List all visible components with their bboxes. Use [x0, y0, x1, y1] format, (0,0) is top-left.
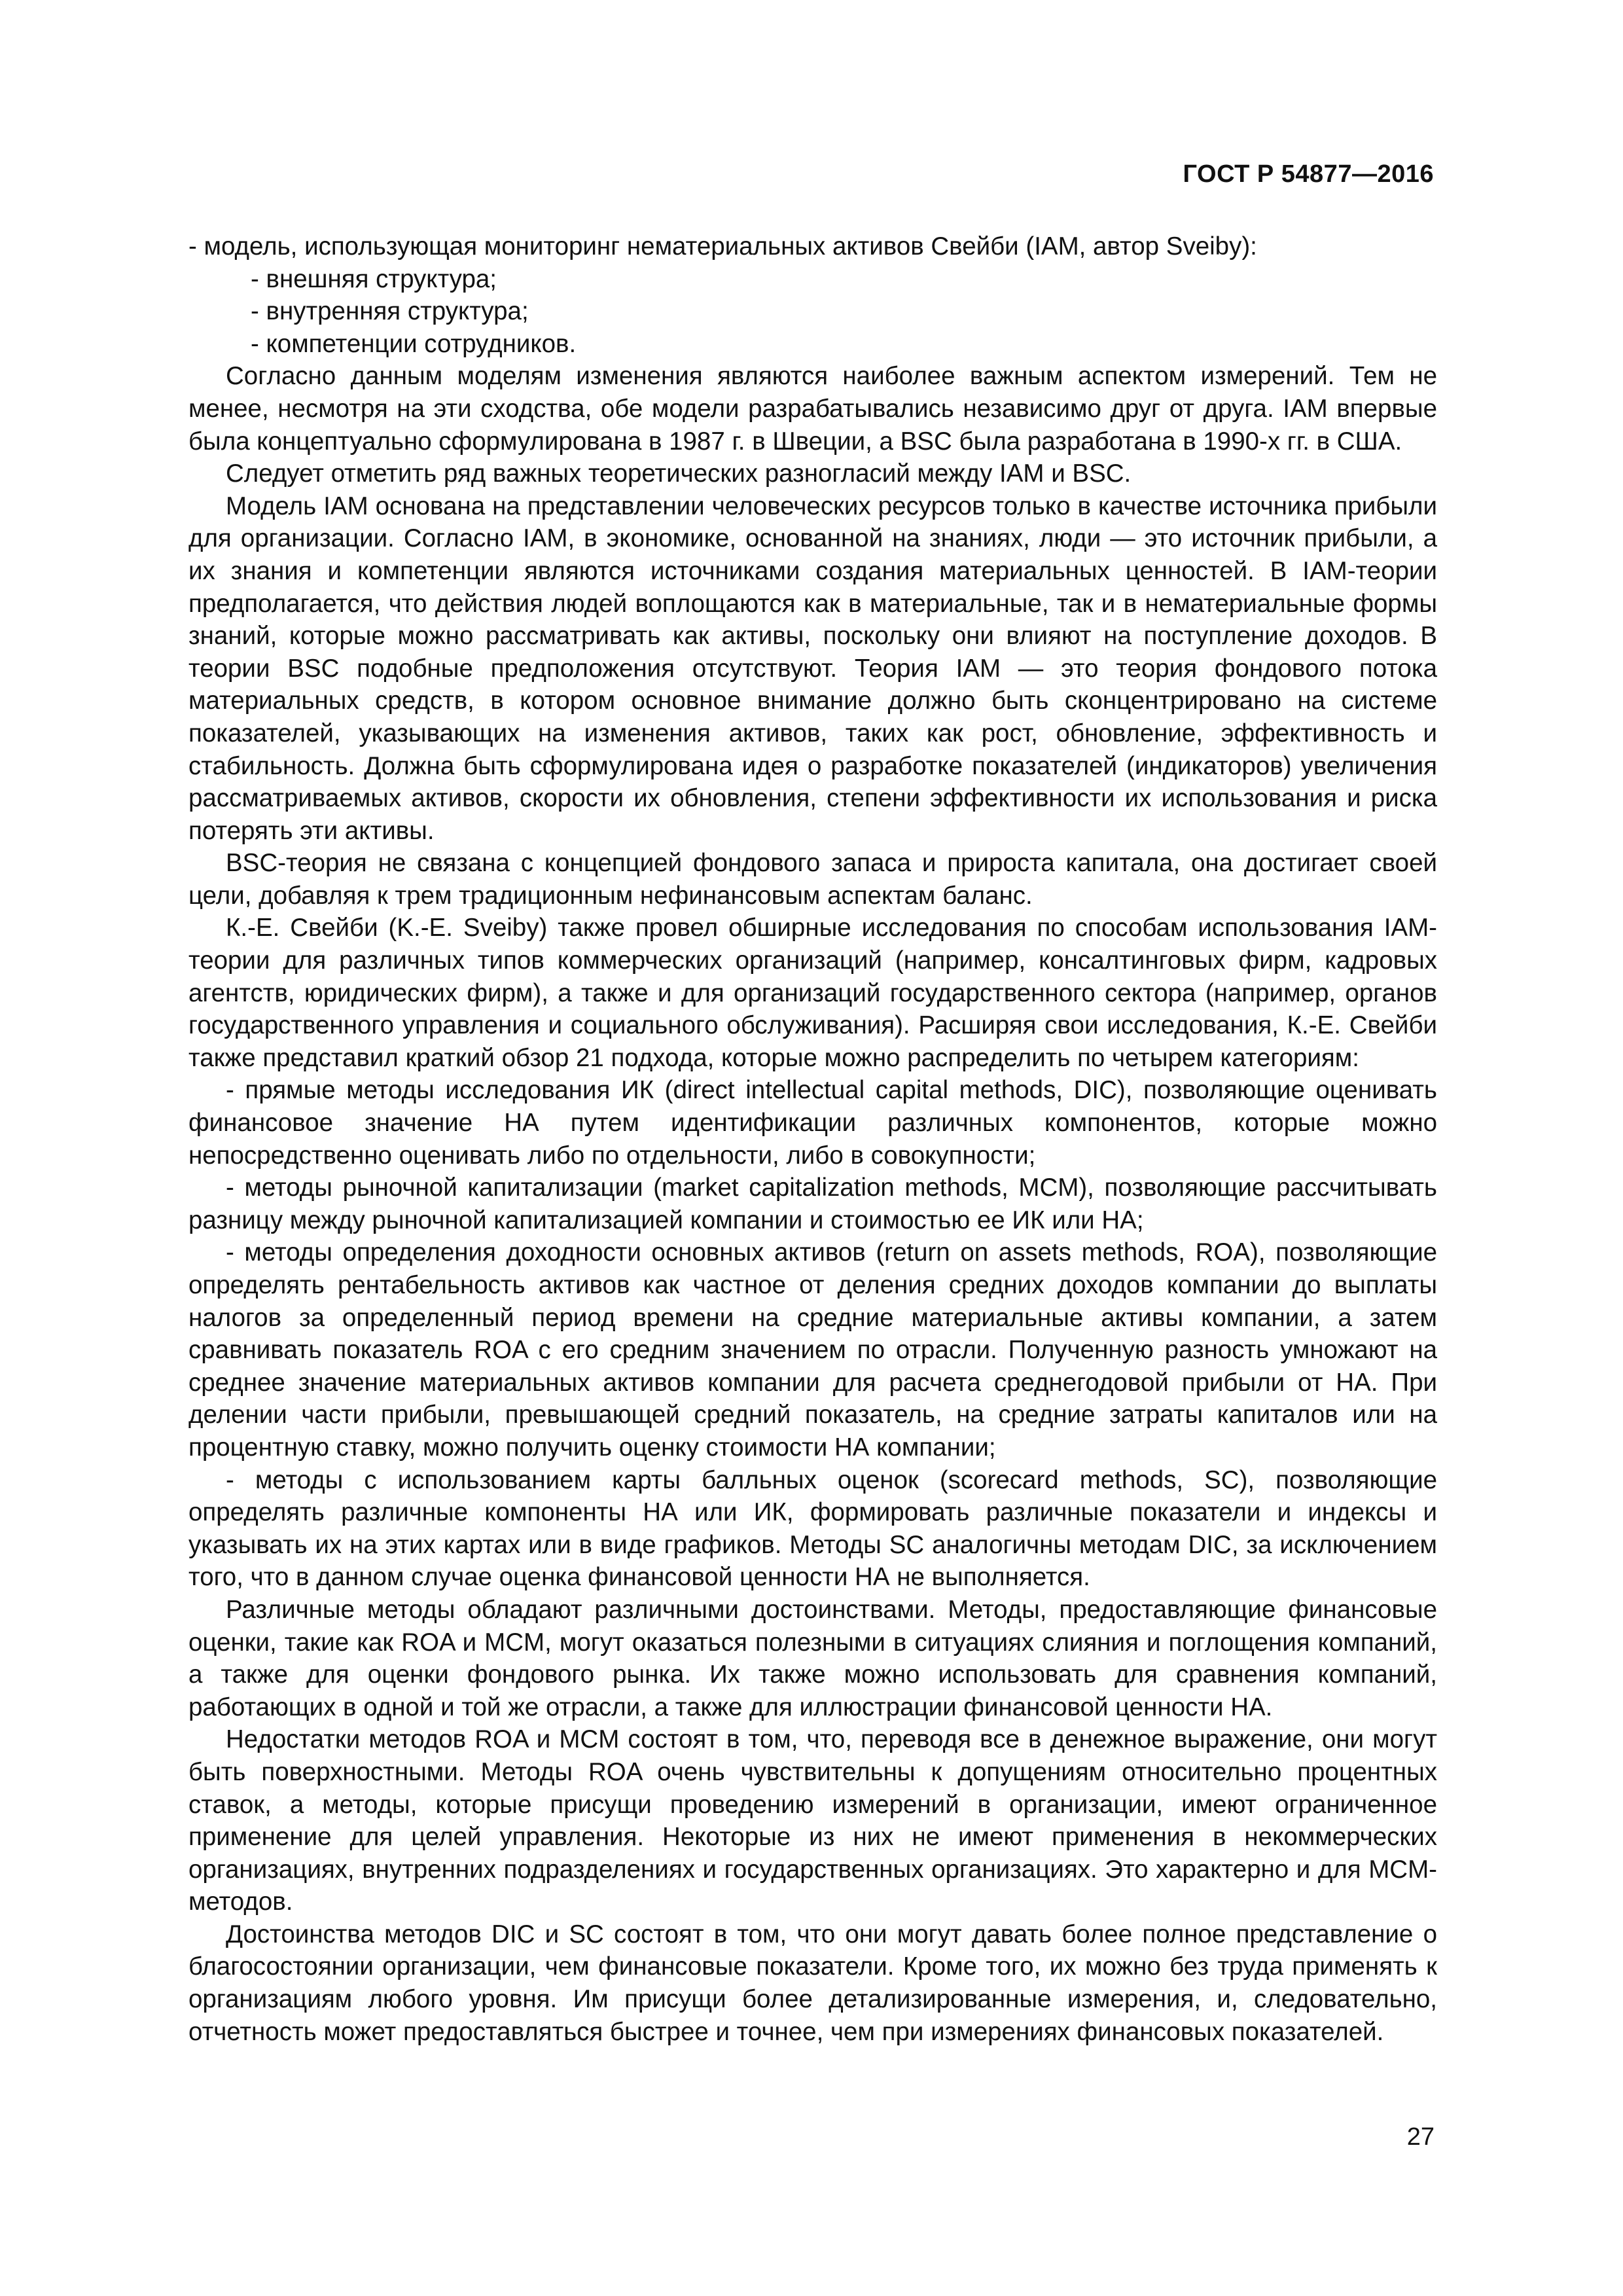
- paragraph-iam-model: Модель IAM основана на представлении человеческих ресурсов только в качестве источника прибыли для организации. Согласно IAM, в экономике, основанной на знаниях, люди — это источник прибыли, а их знания и компетенции являются источниками создания материальных ценностей. В IAM-теории предполагается, что действия людей воплощаются как в материальные, так и в нематериальные формы знаний, которые можно рассматривать как активы, поскольку они влияют на поступление доходов. В теории BSC подобные предположения отсутствуют. Теория IAM — это теория фондового потока материальных средств, в котором основное внимание должно быть сконцентрировано на системе показателей, указывающих на изменения активов, таких как рост, обновление, эффективность и стабильность. Должна быть сформулирована идея о разработке показателей (индикаторов) увеличения рассматриваемых активов, скорости их обновления, степени эффективности их использования и риска потерять эти активы.: [188, 492, 1437, 845]
- paragraph-changes: Согласно данным моделям изменения являются наиболее важным аспектом измерений. Тем не менее, несмотря на эти сходства, обе модели разрабатывались независимо друг от друга. IAM впервые была концептуально сформулирована в 1987 г. в Швеции, а BSC была разработана в 1990-х гг. в США.: [188, 362, 1437, 456]
- model-item: - внутренняя структура;: [251, 297, 529, 326]
- model-intro: - модель, использующая мониторинг нематериальных активов Свейби (IAM, автор Sveiby):: [188, 232, 1257, 260]
- paragraph-dic-sc-advantages: Достоинства методов DIC и SC состоят в том, что они могут давать более полное представление о благосостоянии организации, чем финансовые показатели. Кроме того, их можно без труда применять к организациям любого уровня. Им присущи более детализированные измерения, и, следовательно, отчетность может предоставляться быстрее и точнее, чем при измерениях финансовых показателей.: [188, 1920, 1437, 2046]
- paragraph-disagreements: Следует отметить ряд важных теоретических разногласий между IAM и BSC.: [226, 459, 1132, 488]
- paragraph-sveiby-research: К.-Е. Свейби (K.-E. Sveiby) также провел обширные исследования по способам использования IAM-теории для различных типов коммерческих организаций (например, консалтинговых фирм, кадровых агентств, юридических фирм), а также и для организаций государственного сектора (например, органов государственного управления и социального обслуживания). Расширяя свои исследования, К.-Е. Свейби также представил краткий обзор 21 подхода, которые можно распределить по четырем категориям:: [188, 914, 1437, 1072]
- model-item: - внешняя структура;: [251, 264, 497, 293]
- method-item-mcm: - методы рыночной капитализации (market capitalization methods, MCM), позволяющие рассчитывать разницу между рыночной капитализацией компании и стоимостью ее ИК или НА;: [188, 1174, 1437, 1234]
- method-item-roa: - методы определения доходности основных активов (return on assets methods, ROA), позволяющие определять рентабельность активов как частное от деления средних доходов компании до выплаты налогов за определенный период времени на средние материальные активы компании, а затем сравнивать показатель ROA с его средним значением по отрасли. Полученную разность умножают на среднее значение материальных активов компании для расчета среднегодовой прибыли от НА. При делении части прибыли, превышающей средний показатель, на средние затраты капиталов или на процентную ставку, можно получить оценку стоимости НА компании;: [188, 1238, 1437, 1462]
- paragraph-bsc-theory: BSC-теория не связана с концепцией фондового запаса и прироста капитала, она достигает своей цели, добавляя к трем традиционным нефинансовым аспектам баланс.: [188, 849, 1437, 910]
- model-item: - компетенции сотрудников.: [251, 329, 577, 358]
- document-body: [188, 230, 1437, 2048]
- paragraph-roa-mcm-drawbacks: Недостатки методов ROA и MCM состоят в том, что, переводя все в денежное выражение, они могут быть поверхностными. Методы ROA очень чувствительны к допущениям относительно процентных ставок, а методы, которые присущи проведению измерений в организации, имеют ограниченное применение для целей управления. Некоторые из них не имеют применения в некоммерческих организациях, внутренних подразделениях и государственных организациях. Это характерно и для MCM-методов.: [188, 1725, 1437, 1916]
- method-item-sc: - методы с использованием карты балльных оценок (scorecard methods, SC), позволяющие определять различные компоненты НА или ИК, формировать различные показатели и индексы и указывать их на этих картах или в виде графиков. Методы SC аналогичны методам DIC, за исключением того, что в данном случае оценка финансовой ценности НА не выполняется.: [188, 1465, 1437, 1592]
- method-item-dic: - прямые методы исследования ИК (direct intellectual capital methods, DIC), позволяющие оценивать финансовое значение НА путем идентификации различных компонентов, которые можно непосредственно оценивать либо по отдельности, либо в совокупности;: [188, 1076, 1437, 1170]
- paragraph-method-advantages: Различные методы обладают различными достоинствами. Методы, предоставляющие финансовые оценки, такие как ROA и MCM, могут оказаться полезными в ситуациях слияния и поглощения компаний, а также для оценки фондового рынка. Их также можно использовать для сравнения компаний, работающих в одной и той же отрасли, а также для иллюстрации финансовой ценности НА.: [188, 1595, 1437, 1721]
- standard-header: ГОСТ Р 54877—2016: [1183, 160, 1434, 188]
- page-number: 27: [1406, 2123, 1435, 2151]
